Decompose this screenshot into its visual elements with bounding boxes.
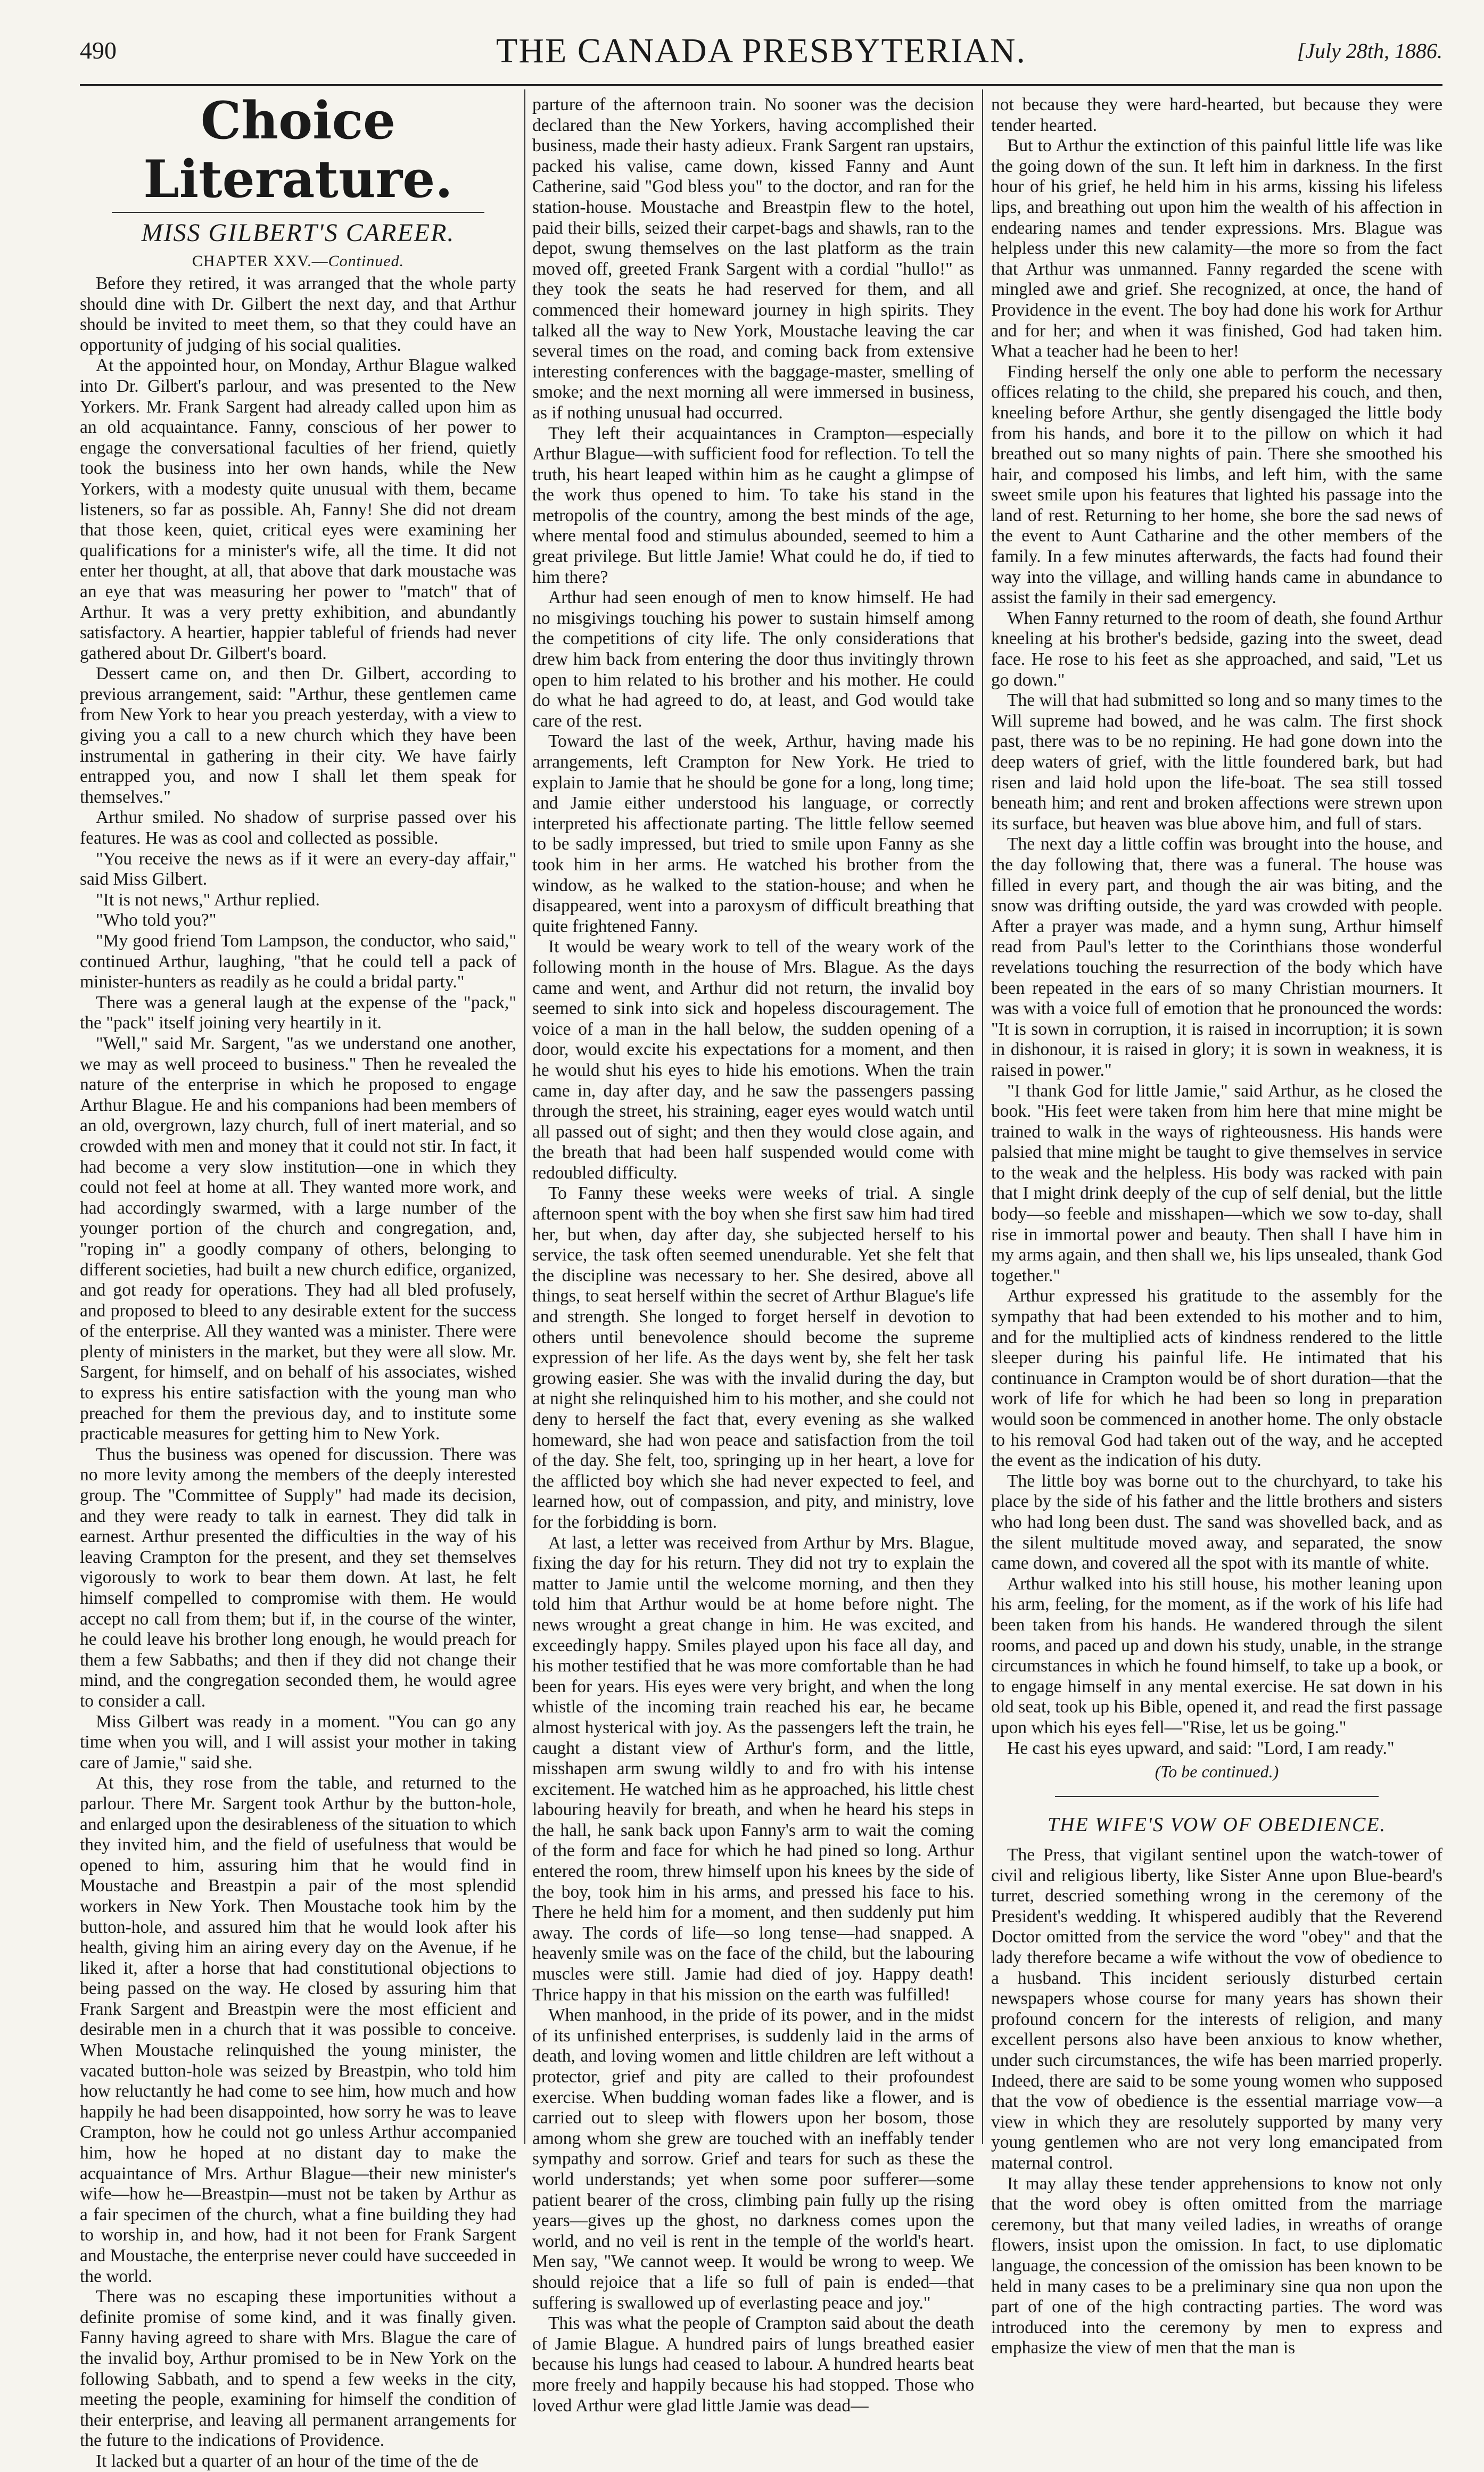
story-paragraph: not because they were hard-hearted, but because they were tender hearted. xyxy=(991,95,1442,135)
page-header xyxy=(80,31,1442,79)
story-paragraph: "You receive the news as if it were an every-day affair," said Miss Gilbert. xyxy=(80,848,516,889)
story-paragraph: Before they retired, it was arranged that the whole party should dine with Dr. Gilbert the next day, and that Arthur should be invited to meet them, so that they could have an opportunity of judging of his social qualities. xyxy=(80,274,516,355)
story2-title: THE WIFE'S VOW OF OBEDIENCE. xyxy=(1047,1814,1387,1836)
story-paragraph: It would be weary work to tell of the weary work of the following month in the house of Mrs. Blague. As the days came and went, and Arthur did not return, the invalid boy seemed to sink into sick and hopeless discouragement. The voice of a man in the hall below, the sudden opening of a door, would excite his expectations for a moment, and then he would shut his eyes to hide his emotions. When the train came in, day after day, and he saw the passengers passing through the street, his straining, eager eyes would watch until all passed out of sight; and then they would close again, and the breath that had been half suspended would come with redoubled difficulty. xyxy=(532,937,974,1183)
title-rule xyxy=(112,212,484,213)
story-paragraph: But to Arthur the extinction of this painful little life was like the going down of the sun. It left him in darkness. In the first hour of his grief, he held him in his arms, kissing his lifeless lips, and breathing out upon him the wealth of his affection in endearing names and tender expressions. Mrs. Blague was helpless under this new calamity—the more so from the fact that Arthur was unmanned. Fanny regarded the scene with mingled awe and grief. She recognized, at once, the hand of Providence in the event. The boy had done his work for Arthur and for her; and when it was finished, God had taken him. What a teacher had he been to her! xyxy=(991,136,1442,361)
story-paragraph: At the appointed hour, on Monday, Arthur Blague walked into Dr. Gilbert's parlour, and was presented to the New Yorkers. Mr. Frank Sargent had already called upon him as an old acquaintance. Fanny, conscious of her power to engage the conversational faculties of her friend, quietly took the business into her own hands, while the New Yorkers, with a modesty quite unusual with them, became listeners, so far as possible. Ah, Fanny! She did not dream that those keen, quiet, critical eyes were examining her qualifications for a minister's wife, all the time. It did not enter her thought, at all, that above that dark moustache was an eye that was measuring her power to "match" that of Arthur. It was a very pretty exhibition, and abundantly satisfactory. A heartier, happier tableful of friends had never gathered about Dr. Gilbert's board. xyxy=(80,356,516,663)
story-paragraph: "Well," said Mr. Sargent, "as we understand one another, we may as well proceed to business." Then he revealed the nature of the enterprise in which he proposed to engage Arthur Blague. He and his companions had been members of an old, overgrown, lazy church, full of inert material, and so crowded with men and money that it could not stir. In fact, it had become a very slow institution—one in which they could not feel at home at all. They wanted more work, and had accordingly swarmed, with a large number of the younger portion of the church and congregation, and, "roping in" a goodly company of others, belonging to different societies, had built a new church edifice, organized, and got ready for operations. They had all bled profusely, and proposed to bleed to any desirable extent for the success of the enterprise. All they wanted was a minister. There were plenty of ministers in the market, but they were all slow. Mr. Sargent, for himself, and on behalf of his associates, wished to express his entire satisfaction with the young man who preached for them the previous day, and to institute some practicable measures for getting him to New York. xyxy=(80,1033,516,1444)
section-title: Choice Literature. xyxy=(143,90,453,209)
column-1 xyxy=(80,90,516,2471)
story-paragraph: Arthur walked into his still house, his mother leaning upon his arm, feeling, for the moment, as if the work of his life had been taken from his hands. He wandered through the silent rooms, and paced up and down his study, unable, in the strange circumstances in which he found himself, to take up a book, or to engage himself in any mental exercise. He sat down in his old seat, took up his Bible, opened it, and read the first passage upon which his eyes fell—"Rise, let us be going." xyxy=(991,1573,1442,1737)
story2-paragraph: The Press, that vigilant sentinel upon the watch-tower of civil and religious liberty, like Sister Anne upon Blue-beard's turret, descried something wrong in the ceremony of the President's wedding. It whispered audibly that the Reverend Doctor omitted from the service the word "obey" and that the lady therefore became a wife without the vow of obedience to a husband. This incident seriously disturbed certain newspapers whose course for many years has shown their profound concern for the interests of religion, and many excellent persons also have been anxious to know whether, under such circumstances, the wife has been married properly. Indeed, there are said to be some young women who supposed that the vow of obedience is the essential marriage vow—a view in which they are resolutely supported by many very young gentlemen who are not very long emancipated from maternal control. xyxy=(991,1845,1442,2173)
story2-body xyxy=(991,1845,1442,2359)
story-paragraph: Arthur expressed his gratitude to the assembly for the sympathy that had been extended to his mother and to him, and for the multiplied acts of kindness rendered to the little sleeper during his painful life. He intimated that his continuance in Crampton would be of short duration—that the work of life for which he had been so long in preparation would soon be commenced in another home. The only obstacle to his removal God had taken out of the way, and he accepted the event as the indication of his duty. xyxy=(991,1286,1442,1471)
column-divider xyxy=(524,89,525,2144)
story-paragraph: Arthur had seen enough of men to know himself. He had no misgivings touching his power to sustain himself among the competitions of city life. The only considerations that drew him back from entering the door thus invitingly thrown open to him related to his brother and his mother. He could do what he had agreed to do, at least, and God would take care of the rest. xyxy=(532,588,974,731)
column-3 xyxy=(991,95,1442,2358)
story-title: MISS GILBERT'S CAREER. xyxy=(141,219,455,247)
story-paragraph: He cast his eyes upward, and said: "Lord, I am ready." xyxy=(1007,1738,1395,1758)
story-paragraph: At this, they rose from the table, and returned to the parlour. There Mr. Sargent took Arthur by the button-hole, and enlarged upon the desirableness of the situation to which they invited him, and the field of usefulness that would be opened to him, assuring him that he would find in Moustache and Breastpin a pair of the most splendid workers in New York. Then Moustache took him by the button-hole, and assured him that he would look after his health, giving him an airing every day on the Avenue, if he liked it, after a horse that had constitutional objections to being passed on the way. He closed by assuring him that Frank Sargent and Breastpin were the most efficient and desirable men in a church that it was possible to conceive. When Moustache relinquished the young minister, the vacated button-hole was seized by Breastpin, who told him how reluctantly he had come to see him, how much and how happily he had been disappointed, how sorry he was to leave Crampton, how he could not go unless Arthur accompanied him, how he hoped at no distant day to make the acquaintance of Mrs. Arthur Blague—their new minister's wife—how he—Breastpin—must not be taken by Arthur as a fair specimen of the church, what a fine building they had to worship in, and how, had it not been for Frank Sargent and Moustache, the enterprise never could have succeeded in the world. xyxy=(80,1773,516,2286)
story-paragraph: Dessert came on, and then Dr. Gilbert, according to previous arrangement, said: "Arthur, these gentlemen came from New York to hear you preach yesterday, with a view to giving you a call to a new church which they have been instrumental in gathering in their city. We have fairly entrapped you, and now I shall let them speak for themselves." xyxy=(80,664,516,807)
story-paragraph: There was no escaping these importunities without a definite promise of some kind, and it was finally given. Fanny having agreed to share with Mrs. Blague the care of the invalid boy, Arthur promised to be in New York on the following Sabbath, and to spend a few weeks in the city, meeting the people, examining for himself the condition of their enterprise, and leaving all permanent arrangements for the future to the indications of Providence. xyxy=(80,2287,516,2451)
column-1-body xyxy=(80,274,516,2472)
story-paragraph: The next day a little coffin was brought into the house, and the day following that, there was a funeral. The house was filled in every part, and though the air was biting, and the snow was drifting outside, the yard was crowded with people. After a prayer was made, and a hymn sung, Arthur himself read from Paul's letter to the Corinthians those wonderful revelations touching the resurrection of the body which have been repeated in the ears of so many Christian mourners. It was with a voice full of emotion that he pronounced the words: "It is sown in corruption, it is raised in incorruption; it is sown in dishonour, it is raised in glory; it is sown in weakness, it is raised in power." xyxy=(991,834,1442,1080)
to-be-continued: (To be continued.) xyxy=(1155,1762,1279,1782)
column-2 xyxy=(532,95,974,2416)
header-rule xyxy=(80,84,1442,86)
newspaper-title: THE CANADA PRESBYTERIAN. xyxy=(496,31,1026,70)
page-number: 490 xyxy=(80,37,117,64)
story-paragraph: To Fanny these weeks were weeks of trial. A single afternoon spent with the boy when she first saw him had tired her, but when, day after day, she subjected herself to his service, the task often seemed unendurable. Yet she felt that the discipline was necessary to her. She desired, above all things, to seat herself within the secret of Arthur Blague's life and strength. She longed to forget herself in devotion to others until benevolence should become the supreme expression of her life. As the days went by, she felt her task growing easier. She was with the invalid during the day, but at night she relinquished him to his mother, and she could not deny to herself the fact that, every evening as she walked homeward, she had won peace and satisfaction from the toil of the day. She felt, too, springing up in her heart, a love for the afflicted boy which she had never expected to feel, and learned how, out of compassion, and pity, and ministry, love for the forbidding is born. xyxy=(532,1183,974,1532)
story-paragraph: At last, a letter was received from Arthur by Mrs. Blague, fixing the day for his return. They did not try to explain the matter to Jamie until the welcome morning, and then they told him that Arthur would be at home before night. The news wrought a great change in him. He was excited, and exceedingly happy. Smiles played upon his face all day, and his mother testified that he was more comfortable than he had been for years. His eyes were very bright, and when the long whistle of the incoming train reached his ear, he became almost hysterical with joy. As the passengers left the train, he caught a distant view of Arthur's form, and the little, misshapen arm swung wildly to and fro with his intense excitement. He watched him as he approached, his little chest labouring heavily for breath, and when he heard his steps in the hall, he sank back upon Fanny's arm to wait the coming of the form and face for which he had pined so long. Arthur entered the room, threw himself upon his knees by the side of the boy, took him in his arms, and pressed his face to his. There he held him for a moment, and then suddenly put him away. The cords of life—so long tense—had snapped. A heavenly smile was on the face of the child, but the labouring muscles were still. Jamie had died of joy. Happy death! Thrice happy in that his mission on the earth was fulfilled! xyxy=(532,1532,974,2005)
story-paragraph: parture of the afternoon train. No sooner was the decision declared than the New Yorkers, having accomplished their business, made their hasty adieux. Frank Sargent ran upstairs, packed his valise, came down, kissed Fanny and Aunt Catherine, said "God bless you" to the doctor, and ran for the station-house. Moustache and Breastpin flew to the hotel, paid their bills, seized their carpet-bags and shawls, ran to the depot, swung themselves on the last platform as the train moved off, greeted Frank Sargent with a cordial "hullo!" as they took the seats he had reserved for them, and all commenced their homeward journey in high spirits. They talked all the way to New York, Moustache leaving the car several times on the road, and coming back from extensive interesting conferences with the baggage-master, smelling of smoke; and the next morning all were immersed in business, as if nothing unusual had occurred. xyxy=(532,95,974,423)
story-paragraph: This was what the people of Crampton said about the death of Jamie Blague. A hundred pairs of lungs breathed easier because his lungs had ceased to labour. A hundred hearts beat more freely and happily because his had stopped. Those who loved Arthur were glad little Jamie was dead— xyxy=(532,2313,974,2416)
column-3-body xyxy=(991,95,1442,1759)
chapter-number: CHAPTER XXV.— xyxy=(192,252,328,270)
story-paragraph: Arthur smiled. No shadow of surprise passed over his features. He was as cool and collected as possible. xyxy=(80,807,516,848)
chapter-heading xyxy=(80,249,516,274)
story-paragraph: The will that had submitted so long and so many times to the Will supreme had bowed, and he was calm. The first shock past, there was to be no repining. He had gone down into the deep waters of grief, with the little foundered bark, but had risen and laid hold upon the life-boat. The sea still tossed beneath him; and rent and broken affections were strewn upon its surface, but heaven was blue above him, and full of stars. xyxy=(991,690,1442,834)
story-paragraph: Toward the last of the week, Arthur, having made his arrangements, left Crampton for New York. He tried to explain to Jamie that he should be gone for a long, long time; and Jamie either understood his language, or correctly interpreted his affectionate parting. The little fellow seemed to be sadly impressed, but tried to smile upon Fanny as she took him in her arms. He watched his brother from the window, as he walked to the station-house; and when he disappeared, went into a paroxysm of difficult breathing that quite frightened Fanny. xyxy=(532,731,974,936)
story-paragraph: There was a general laugh at the expense of the "pack," the "pack" itself joining very heartily in it. xyxy=(80,992,516,1033)
story-paragraph: Miss Gilbert was ready in a moment. "You can go any time when you will, and I will assist your mother in taking care of Jamie," said she. xyxy=(80,1711,516,1773)
column-divider xyxy=(982,89,983,2144)
story-paragraph: The little boy was borne out to the churchyard, to take his place by the side of his father and the little brothers and sisters who had long been dust. The sand was shovelled back, and as the silent multitude moved away, and separated, the snow came down, and covered all the spot with its mantle of white. xyxy=(991,1471,1442,1573)
story-paragraph: "It is not news," Arthur replied. xyxy=(96,889,320,910)
chapter-note: Continued. xyxy=(328,252,405,270)
story-paragraph: Finding herself the only one able to perform the necessary offices relating to the child, she prepared his couch, and then, kneeling before Arthur, she gently disengaged the little body from his hands, and bore it to the pillow on which it had breathed out so many nights of pain. There she smoothed his hair, and composed his limbs, and left him, with the same sweet smile upon his features that lighted his passage into the land of rest. Returning to her home, she bore the sad news of the event to Aunt Catharine and the other members of the family. In a few minutes afterwards, the facts had found their way into the village, and willing hands came in abundance to assist the family in their sad emergency. xyxy=(991,361,1442,608)
story-paragraph: "My good friend Tom Lampson, the conductor, who said," continued Arthur, laughing, "that he could tell a pack of minister-hunters as readily as he could a bridal party." xyxy=(80,931,516,992)
story-paragraph: Thus the business was opened for discussion. There was no more levity among the members of the deeply interested group. The "Committee of Supply" had made its decision, and they were ready to talk in earnest. They did talk in earnest. Arthur presented the difficulties in the way of his leaving Crampton for the present, and they set themselves vigorously to work to bear them down. At last, he felt himself compelled to compromise with them. He would accept no call from them; but if, in the course of the winter, he could leave his brother long enough, he would preach for them a few Sabbaths; and then if they did not change their mind, and the congregation seconded them, he would agree to consider a call. xyxy=(80,1444,516,1711)
story-paragraph: "Who told you?" xyxy=(96,910,217,930)
story-paragraph: It lacked but a quarter of an hour of the time of the de xyxy=(96,2451,479,2471)
story2-paragraph: It may allay these tender apprehensions to know not only that the word obey is often omitted from the marriage ceremony, but that many veiled ladies, in wreaths of orange flowers, insist upon the omission. In fact, to use diplomatic language, the concession of the omission has been known to be held in many cases to be a preliminary sine qua non upon the part of one of the high contracting parties. The word was introduced into the ceremony by men to express and emphasize the view of men that the man is xyxy=(991,2173,1442,2358)
story-paragraph: When Fanny returned to the room of death, she found Arthur kneeling at his brother's bedside, gazing into the sweet, dead face. He rose to his feet as she approached, and said, "Let us go down." xyxy=(991,608,1442,690)
column-2-body xyxy=(532,95,974,2416)
story-separator xyxy=(1055,1796,1379,1797)
story-paragraph: "I thank God for little Jamie," said Arthur, as he closed the book. "His feet were taken from him here that mine might be trained to walk in the ways of righteousness. His hands were palsied that mine might be taught to give themselves in service to the weak and the helpless. His body was racked with pain that I might drink deeply of the cup of self denial, but the little body—so feeble and misshapen—which we sow to-day, shall rise in immortal power and beauty. Then shall I have him in my arms again, and then shall we, his lips unsealed, thank God together." xyxy=(991,1081,1442,1286)
issue-date: [July 28th, 1886. xyxy=(1297,39,1442,63)
story-paragraph: They left their acquaintances in Crampton—especially Arthur Blague—with sufficient food for reflection. To tell the truth, his heart leaped within him as he caught a glimpse of the work thus opened to him. To take his stand in the metropolis of the country, among the best minds of the age, where mental food and stimulus abounded, seemed to him a great privilege. But little Jamie! What could he do, if tied to him there? xyxy=(532,423,974,587)
story-paragraph: When manhood, in the pride of its power, and in the midst of its unfinished enterprises, is suddenly laid in the arms of death, and loving women and little children are left without a protector, grief and pity are called to their profoundest exercise. When budding woman fades like a flower, and is carried out to sleep with flowers upon her bosom, those among whom she grew are touched with an ineffably tender sympathy and sorrow. Grief and tears for such as these the world understands; yet when some poor sufferer—some patient bearer of the cross, climbing pain fully up the rising years—gives up the ghost, no darkness comes upon the world, and no veil is rent in the temple of the world's heart. Men say, "We cannot weep. It would be wrong to weep. We should rejoice that a life so full of pain is ended—that suffering is swallowed up of everlasting peace and joy." xyxy=(532,2005,974,2313)
